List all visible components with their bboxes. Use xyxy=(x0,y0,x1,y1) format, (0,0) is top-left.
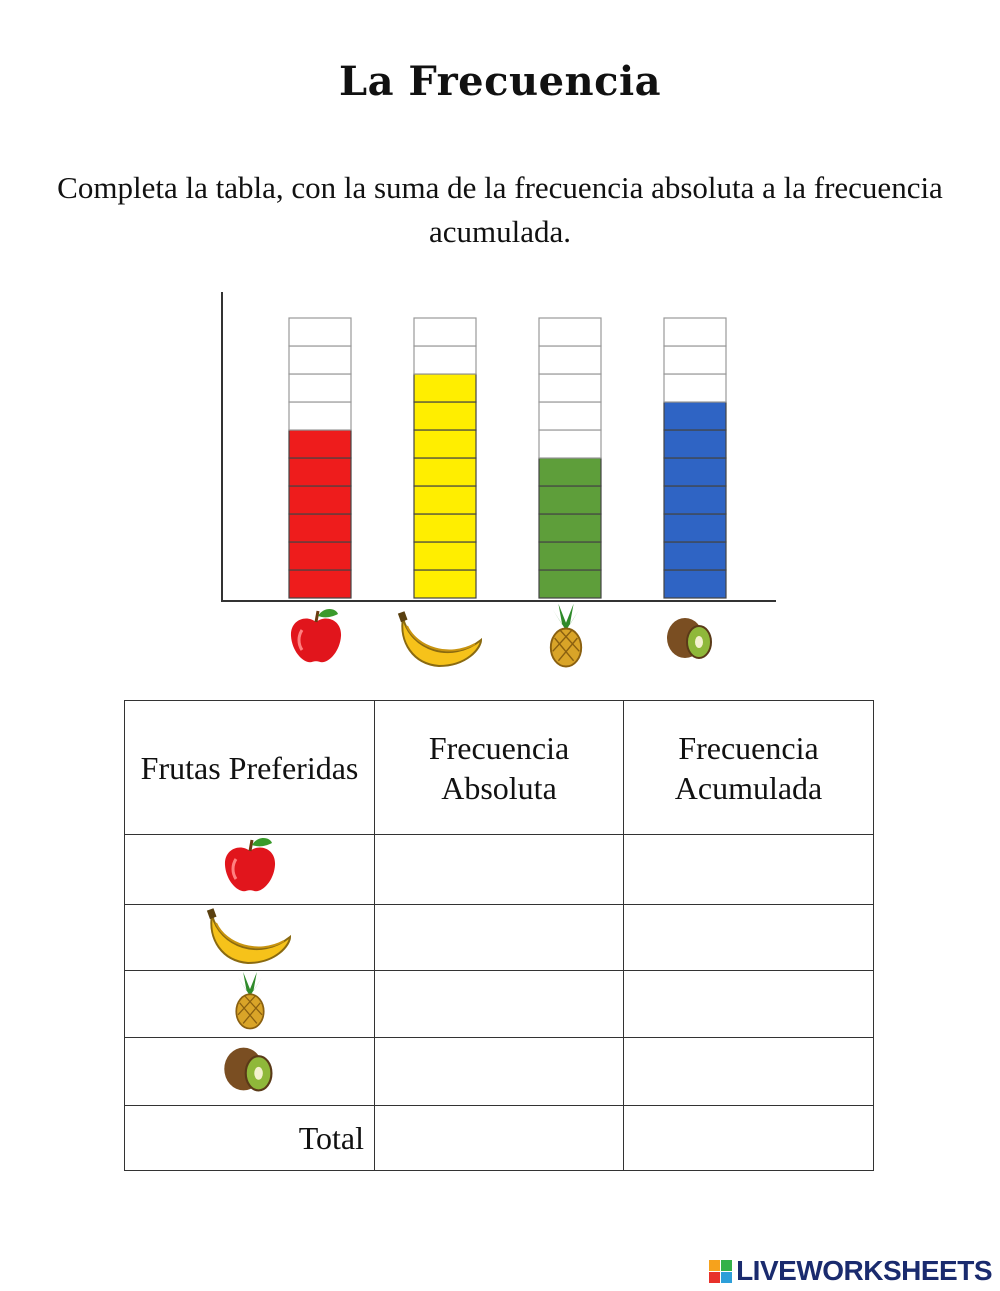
absolute-frequency-cell[interactable] xyxy=(375,835,624,905)
bar-cell-filled xyxy=(414,402,476,430)
bar-cell-empty xyxy=(414,318,476,346)
cumulative-frequency-cell[interactable] xyxy=(624,835,874,905)
total-label: Total xyxy=(125,1106,375,1171)
page-title: La Frecuencia xyxy=(338,58,662,105)
bar-cell-filled xyxy=(414,570,476,598)
header-frecuencia-absoluta: Frecuencia Absoluta xyxy=(375,701,624,835)
bar-apple xyxy=(289,318,351,598)
bar-cell-filled xyxy=(539,542,601,570)
bar-pineapple xyxy=(539,318,601,598)
apple-icon xyxy=(291,609,341,662)
absolute-frequency-cell[interactable] xyxy=(375,971,624,1038)
bar-cell-filled xyxy=(539,458,601,486)
banana-icon xyxy=(398,611,481,666)
logo-square xyxy=(721,1260,732,1271)
header-frutas-preferidas: Frutas Preferidas xyxy=(125,701,375,835)
absolute-frequency-cell[interactable] xyxy=(375,905,624,971)
total-cumulative-cell[interactable] xyxy=(624,1106,874,1171)
bar-cell-empty xyxy=(664,374,726,402)
table-row xyxy=(125,971,874,1038)
instructions-text: Completa la tabla, con la suma de la frecuencia absoluta a la frecuencia acumulada. xyxy=(57,170,943,249)
cumulative-frequency-cell[interactable] xyxy=(624,971,874,1038)
bar-cell-filled xyxy=(664,570,726,598)
fruit-cell xyxy=(125,905,375,971)
bar-cell-filled xyxy=(289,514,351,542)
banana-icon xyxy=(205,905,295,965)
bar-cell-filled xyxy=(289,542,351,570)
bar-cell-filled xyxy=(289,570,351,598)
table-row xyxy=(125,905,874,971)
absolute-frequency-cell[interactable] xyxy=(375,1038,624,1106)
total-absolute-cell[interactable] xyxy=(375,1106,624,1171)
bar-kiwi xyxy=(664,318,726,598)
cumulative-frequency-cell[interactable] xyxy=(624,1038,874,1106)
bar-cell-filled xyxy=(414,458,476,486)
bar-cell-filled xyxy=(664,402,726,430)
table-total-row xyxy=(125,1106,874,1171)
bar-cell-empty xyxy=(289,402,351,430)
fruit-cell xyxy=(125,971,375,1038)
bar-cell-empty xyxy=(539,318,601,346)
bar-cell-filled xyxy=(664,430,726,458)
bar-cell-filled xyxy=(414,514,476,542)
header-frecuencia-acumulada: Frecuencia Acumulada xyxy=(624,701,874,835)
bar-cell-filled xyxy=(289,430,351,458)
bar-cell-empty xyxy=(289,374,351,402)
kiwi-icon xyxy=(667,618,711,658)
bar-cell-empty xyxy=(539,346,601,374)
table-header-row xyxy=(125,701,874,835)
frequency-table xyxy=(124,700,874,1171)
pineapple-icon xyxy=(220,972,280,1032)
brand-footer xyxy=(709,1255,992,1287)
bar-banana xyxy=(414,318,476,598)
bar-cell-filled xyxy=(414,430,476,458)
bar-cell-empty xyxy=(664,318,726,346)
logo-square xyxy=(709,1272,720,1283)
apple-icon xyxy=(210,835,290,899)
bar-cell-filled xyxy=(289,458,351,486)
bar-cell-filled xyxy=(414,486,476,514)
bar-cell-filled xyxy=(414,542,476,570)
logo-square xyxy=(709,1260,720,1271)
bar-cell-filled xyxy=(664,486,726,514)
table-row xyxy=(125,1038,874,1106)
bar-cell-empty xyxy=(539,402,601,430)
bar-cell-filled xyxy=(539,486,601,514)
cumulative-frequency-cell[interactable] xyxy=(624,905,874,971)
pineapple-icon xyxy=(551,604,581,667)
brand-logo-icon xyxy=(709,1260,732,1283)
bar-cell-filled xyxy=(664,458,726,486)
bar-cell-empty xyxy=(289,318,351,346)
brand-name: LIVEWORKSHEETS xyxy=(736,1255,992,1286)
bar-cell-filled xyxy=(414,374,476,402)
logo-square xyxy=(721,1272,732,1283)
bar-cell-empty xyxy=(539,374,601,402)
bar-cell-filled xyxy=(289,486,351,514)
bar-cell-empty xyxy=(289,346,351,374)
table-row xyxy=(125,835,874,905)
fruit-cell xyxy=(125,1038,375,1106)
bar-cell-filled xyxy=(539,514,601,542)
kiwi-icon xyxy=(220,1041,280,1097)
bar-cell-filled xyxy=(664,542,726,570)
bar-cell-filled xyxy=(539,570,601,598)
bar-cell-empty xyxy=(664,346,726,374)
bar-cell-empty xyxy=(539,430,601,458)
bar-cell-empty xyxy=(414,346,476,374)
bar-cell-filled xyxy=(664,514,726,542)
fruit-cell xyxy=(125,835,375,905)
